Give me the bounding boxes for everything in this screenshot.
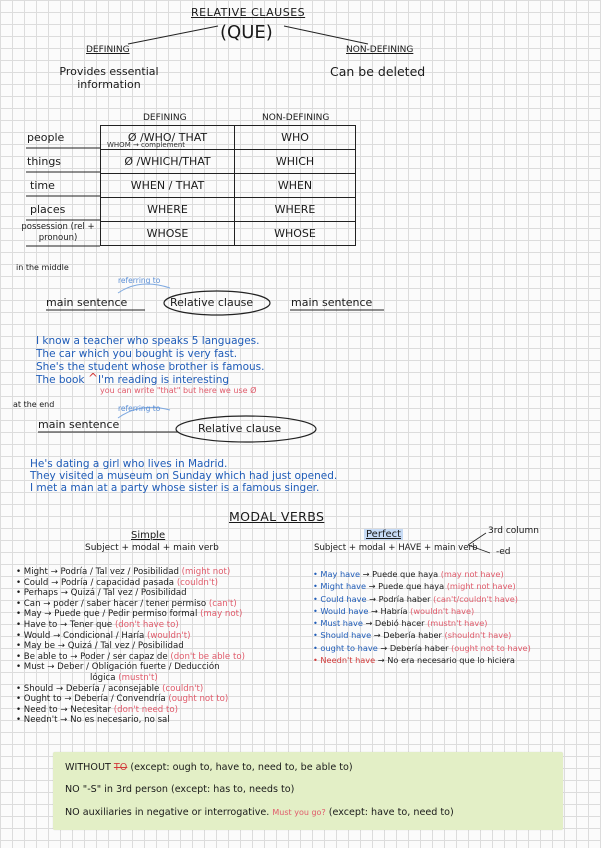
- table-cell: WHERE: [101, 198, 235, 222]
- main-sentence-left: main sentence: [46, 296, 128, 309]
- non-defining-heading: NON-DEFINING: [346, 45, 414, 55]
- example-line: She's the student whose brother is famous.: [36, 361, 265, 373]
- main-sentence-end: main sentence: [38, 418, 120, 431]
- table-cell: WHEN / THAT: [101, 174, 235, 198]
- list-item: • May be → Quizá / Tal vez / Posibilidad: [16, 641, 184, 652]
- list-item: • Need to → Necesitar (don't need to): [16, 704, 178, 715]
- list-item: • Should → Debería / aconsejable (couldn't): [16, 683, 204, 694]
- relative-clause-label-end: Relative clause: [198, 422, 282, 435]
- page-title: RELATIVE CLAUSES: [191, 6, 306, 19]
- que-label: (QUE): [220, 22, 273, 43]
- list-item: • Could → Podría / capacidad pasada (couldn't): [16, 577, 218, 588]
- list-item: • Must have → Debió hacer (mustn't have): [313, 618, 488, 629]
- table-cell: WHOSE: [235, 222, 356, 246]
- example-line: They visited a museum on Sunday which had just opened.: [30, 470, 338, 482]
- example-line: The car which you bought is very fast.: [36, 348, 238, 360]
- list-item: • Needn't → No es necesario, no sal: [16, 715, 170, 726]
- list-item: • Must → Deber / Obligación fuerte / Deducción: [16, 662, 220, 673]
- table-row: [101, 198, 356, 222]
- at-the-end-heading: at the end: [13, 400, 55, 409]
- modal-perfect-list: [313, 568, 531, 666]
- referring-to-label: referring to: [118, 276, 161, 285]
- omit-note: you can write "that" but here we use Ø: [100, 386, 257, 395]
- table-col-header-non-defining: NON-DEFINING: [262, 113, 330, 123]
- defining-heading: DEFINING: [86, 45, 130, 55]
- table-cell: [101, 126, 235, 150]
- table-row: [101, 222, 356, 246]
- list-item: • Be able to → Poder / ser capaz de (don't be able to): [16, 651, 245, 662]
- simple-heading: Simple: [131, 530, 166, 541]
- branch-line-right: [284, 26, 368, 44]
- list-item: • Might have → Puede que haya (might not have): [313, 581, 516, 592]
- in-the-middle-heading: in the middle: [16, 263, 69, 272]
- modal-simple-list: [16, 567, 245, 726]
- main-sentence-right: main sentence: [291, 296, 373, 309]
- table-row: [101, 126, 356, 150]
- list-item: • Could have → Podría haber (can't/couldn't have): [313, 593, 518, 604]
- example-line: I met a man at a party whose sister is a famous singer.: [30, 482, 320, 494]
- table-row: [101, 150, 356, 174]
- example-line: The book: [36, 374, 85, 386]
- perfect-formula: Subject + modal + HAVE + main verb: [314, 543, 478, 553]
- list-item: • Would → Condicional / Haría (wouldn't): [16, 630, 191, 641]
- list-item: • Needn't have → No era necesario que lo hiciera: [313, 655, 515, 666]
- modal-verbs-title: MODAL VERBS: [229, 509, 325, 524]
- referring-arrow: [118, 284, 170, 293]
- defining-description: Provides essential information: [59, 65, 159, 91]
- row-label-places: places: [30, 203, 66, 216]
- table-cell: WHO: [235, 126, 356, 150]
- non-defining-description: Can be deleted: [330, 64, 426, 79]
- note-line-without-to: WITHOUT TO (except: ough to, have to, need to, be able to): [65, 762, 353, 773]
- row-label-possession: possession (rel + pronoun): [21, 222, 95, 243]
- third-column-label: 3rd column: [488, 526, 539, 536]
- branch-line-left: [128, 26, 218, 44]
- relative-clause-label: Relative clause: [170, 296, 254, 309]
- list-item: • Can → poder / saber hacer / tener permiso (can't): [16, 598, 237, 609]
- note-line-no-s: NO "-S" in 3rd person (except: has to, needs to): [65, 784, 295, 795]
- table-cell: WHOSE: [101, 222, 235, 246]
- rules-note-box: [53, 752, 563, 830]
- example-line: I'm reading is interesting: [98, 374, 230, 386]
- table-col-header-defining: DEFINING: [143, 113, 187, 123]
- list-item: • Ought to → Debería / Convendría (ought not to): [16, 694, 229, 705]
- example-line: He's dating a girl who lives in Madrid.: [30, 458, 228, 470]
- note-line-no-auxiliaries: NO auxiliaries in negative or interrogative. Must you go? (except: have to, need to): [65, 807, 454, 818]
- list-item: • ought to have → Debería haber (ought not to have): [313, 642, 531, 653]
- row-label-things: things: [27, 155, 62, 168]
- list-item: • Might → Podría / Tal vez / Posibilidad (might not): [16, 567, 231, 577]
- cell-text: Ø /WHO/ THAT: [127, 131, 208, 144]
- list-item: • Should have → Debería haber (shouldn't have): [313, 630, 512, 641]
- table-cell: WHERE: [235, 198, 356, 222]
- ed-label: -ed: [496, 547, 511, 557]
- list-item: • Perhaps → Quizá / Tal vez / Posibilidad: [16, 588, 187, 599]
- list-item: • Have to → Tener que (don't have to): [16, 619, 179, 630]
- omit-caret: ^: [88, 371, 99, 385]
- row-label-people: people: [27, 131, 65, 144]
- whom-note: WHOM → complement: [107, 141, 186, 149]
- table-cell: Ø /WHICH/THAT: [101, 150, 235, 174]
- relative-pronoun-table: [100, 125, 356, 246]
- referring-to-label-end: referring to: [118, 404, 161, 413]
- list-item: lógica (mustn't): [90, 672, 158, 683]
- list-item: • May have → Puede que haya (may not have): [313, 569, 504, 579]
- table-cell: WHICH: [235, 150, 356, 174]
- example-line: I know a teacher who speaks 5 languages.: [36, 335, 260, 347]
- list-item: • May → Puede que / Pedir permiso formal (may not): [16, 609, 243, 620]
- simple-formula: Subject + modal + main verb: [85, 543, 219, 553]
- table-row: [101, 174, 356, 198]
- perfect-heading: Perfect: [366, 529, 402, 540]
- table-cell: WHEN: [235, 174, 356, 198]
- row-label-time: time: [30, 179, 55, 192]
- list-item: • Would have → Habría (wouldn't have): [313, 605, 475, 616]
